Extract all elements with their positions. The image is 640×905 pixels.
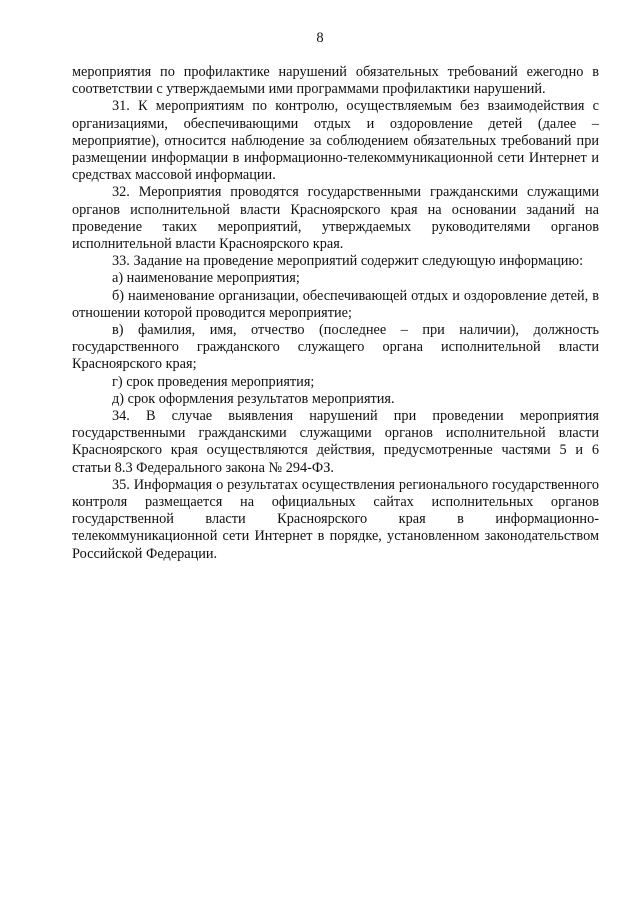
list-item-a: а) наименование мероприятия; bbox=[112, 270, 300, 287]
page-number: 8 bbox=[316, 30, 324, 46]
paragraph-31: 31. К мероприятиям по контролю, осуществляемым без взаимодействия с организациями, обеспечивающими отдых и оздоровление детей (далее – мероприятие), относится наблюдение за соблюдением обязательных требований при размещении информации в информационно-телекоммуникационной сети Интернет и средствах массовой информации. bbox=[72, 98, 599, 184]
list-item-b: б) наименование организации, обеспечивающей отдых и оздоровление детей, в отношении которой проводится мероприятие; bbox=[72, 287, 599, 321]
list-item-d: д) срок оформления результатов мероприятия. bbox=[112, 390, 395, 407]
list-item-v: в) фамилия, имя, отчество (последнее – при наличии), должность государственного гражданского служащего органа исполнительной власти Красноярского края; bbox=[72, 322, 599, 373]
paragraph-32: 32. Мероприятия проводятся государственными гражданскими служащими органов исполнительной власти Красноярского края на основании заданий на проведение таких мероприятий, утверждаемых руководителями органов исполнительной власти Красноярского края. bbox=[72, 184, 599, 253]
page-body bbox=[72, 64, 599, 563]
paragraph-34: 34. В случае выявления нарушений при проведении мероприятия государственными гражданскими служащими органов исполнительной власти Красноярского края осуществляются действия, предусмотренные частями 5 и 6 статьи 8.3 Федерального закона № 294-ФЗ. bbox=[72, 408, 599, 476]
paragraph-33: 33. Задание на проведение мероприятий содержит следующую информацию: bbox=[112, 253, 584, 270]
list-item-g: г) срок проведения мероприятия; bbox=[112, 373, 315, 390]
paragraph-continuation: мероприятия по профилактике нарушений обязательных требований ежегодно в соответствии с утверждаемыми ими программами профилактики нарушений. bbox=[72, 64, 599, 98]
paragraph-35: 35. Информация о результатах осуществления регионального государственного контроля размещается на официальных сайтах исполнительных органов государственной власти Красноярского края в информационно-телекоммуникационной сети Интернет в порядке, установленном законодательством Российской Федерации. bbox=[72, 476, 599, 562]
